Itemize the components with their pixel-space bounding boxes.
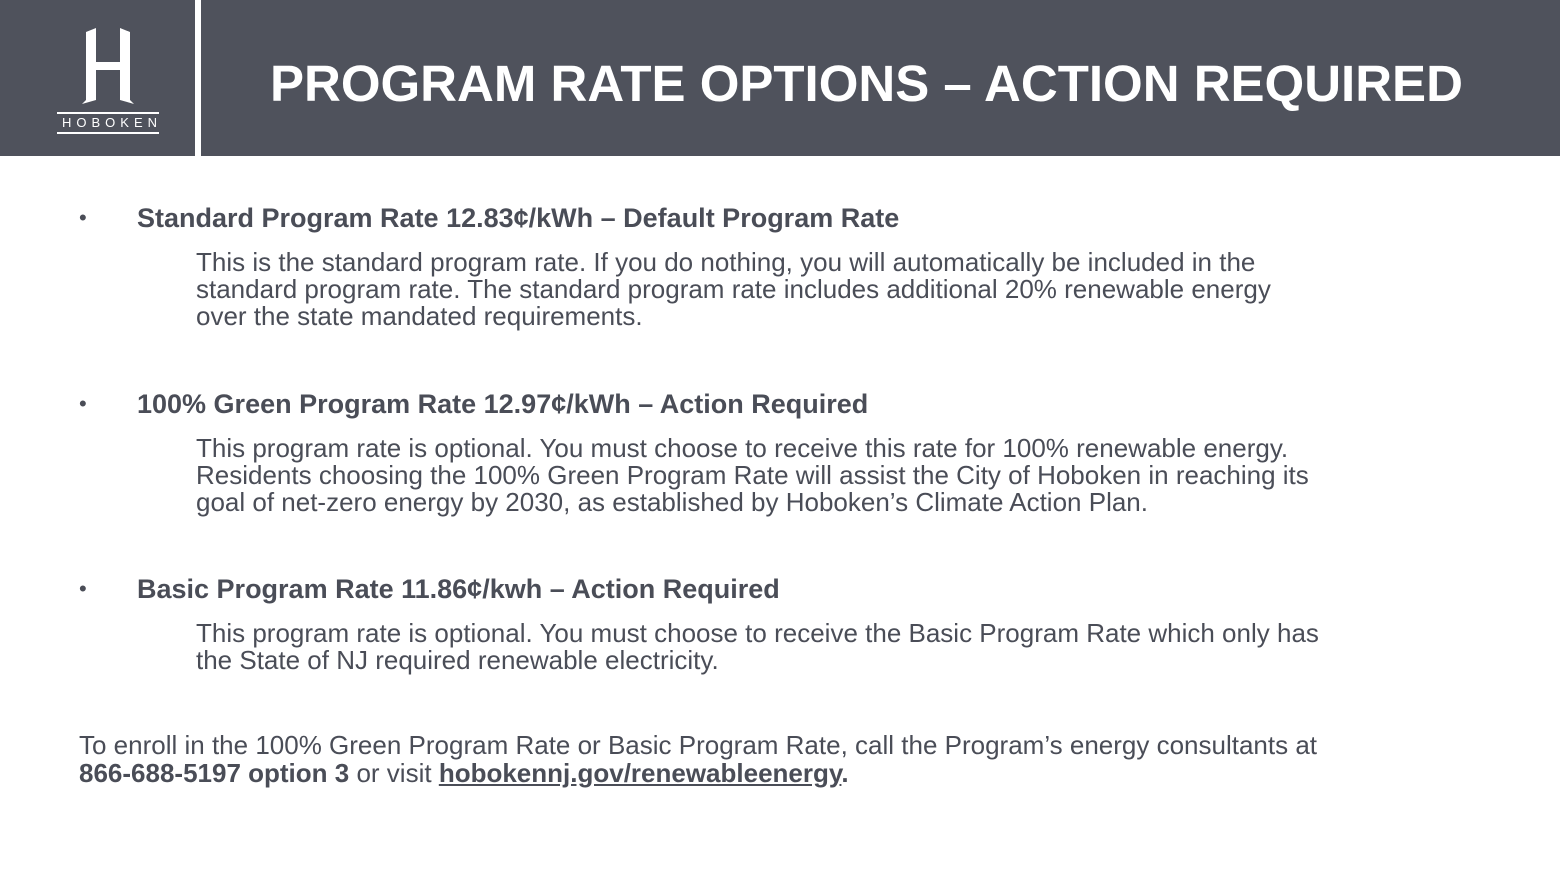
footer-connector-text: or visit [349, 758, 439, 788]
bullet: • [79, 391, 87, 416]
section-description [196, 249, 1526, 330]
footer-line-1: To enroll in the 100% Green Program Rate or Basic Program Rate, call the Program’s energy consultants at [79, 730, 1318, 760]
section-heading: 100% Green Program Rate 12.97¢/kWh – Action Required [137, 389, 869, 419]
header-bar [0, 0, 1560, 156]
section-description [196, 620, 1526, 674]
section-heading: Standard Program Rate 12.83¢/kWh – Default Program Rate [137, 203, 900, 233]
section-description [196, 435, 1526, 516]
footer-line-2 [79, 759, 1539, 787]
description-line: the State of NJ required renewable electricity. [196, 645, 719, 675]
website-link[interactable]: hobokennj.gov/renewableenergy [438, 758, 842, 788]
description-line: over the state mandated requirements. [196, 301, 643, 331]
description-line: This program rate is optional. You must choose to receive this rate for 100% renewable energy. [196, 433, 1289, 463]
description-line: goal of net-zero energy by 2030, as established by Hoboken’s Climate Action Plan. [196, 487, 1148, 517]
phone-number[interactable]: 866-688-5197 option 3 [79, 758, 350, 788]
hoboken-logo [0, 0, 195, 156]
logo-text: HOBOKEN [57, 112, 159, 134]
description-line: This is the standard program rate. If you do nothing, you will automatically be included in the [196, 247, 1256, 277]
bullet: • [79, 205, 87, 230]
description-line: Residents choosing the 100% Green Program Rate will assist the City of Hoboken in reaching its [196, 460, 1309, 490]
description-line: This program rate is optional. You must choose to receive the Basic Program Rate which only has [196, 618, 1319, 648]
footer-period: . [841, 758, 849, 788]
bullet: • [79, 576, 87, 601]
enrollment-footer [79, 731, 1539, 787]
logo-divider [195, 0, 201, 156]
section-heading: Basic Program Rate 11.86¢/kwh – Action Required [137, 574, 780, 604]
description-line: standard program rate. The standard program rate includes additional 20% renewable energy [196, 274, 1271, 304]
hoboken-h-logo-icon [78, 28, 138, 104]
page-title: PROGRAM RATE OPTIONS – ACTION REQUIRED [270, 55, 1463, 112]
